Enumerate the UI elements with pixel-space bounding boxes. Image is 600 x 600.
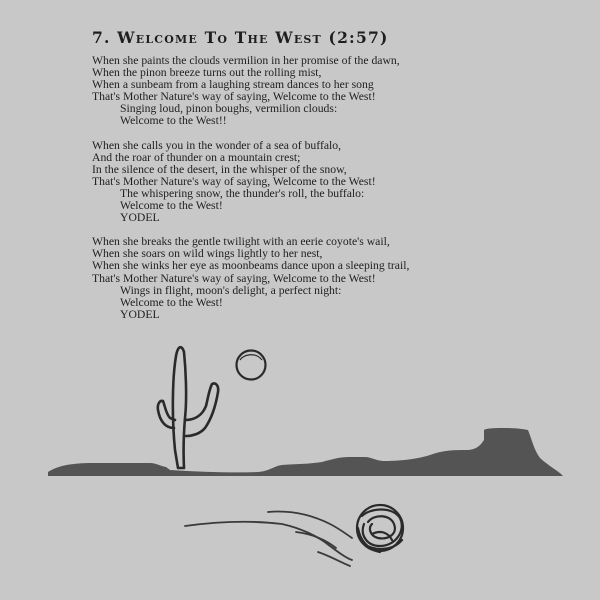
lyric-line: In the silence of the desert, in the whisper of the snow, — [92, 162, 347, 176]
chorus-line: Wings in flight, moon's delight, a perfect night: — [120, 283, 342, 297]
saguaro-cactus-icon — [158, 347, 218, 468]
tumbleweed-icon — [357, 505, 403, 552]
lyric-line: When she winks her eye as moonbeams dance upon a sleeping trail, — [92, 259, 410, 273]
mesa-landscape-icon — [48, 428, 563, 476]
chorus-line: Singing loud, pinon boughs, vermilion clouds: — [120, 102, 338, 116]
stanza-3 — [92, 236, 592, 321]
chorus-line: The whispering snow, the thunder's roll, the buffalo: — [120, 186, 365, 200]
lyric-line: When she breaks the gentle twilight with an eerie coyote's wail, — [92, 235, 390, 249]
lyric-line: And the roar of thunder on a mountain crest; — [92, 150, 301, 164]
desert-illustration — [0, 330, 600, 600]
wind-lines-icon — [185, 512, 352, 567]
lyric-line: When she paints the clouds vermilion in her promise of the dawn, — [92, 54, 400, 67]
lyric-line: That's Mother Nature's way of saying, Welcome to the West! — [92, 174, 376, 188]
moon-icon — [237, 351, 266, 380]
lyric-line: When she soars on wild wings lightly to her nest, — [92, 247, 323, 261]
lyric-line: When the pinon breeze turns out the rolling mist, — [92, 66, 322, 80]
chorus-line: Welcome to the West! — [120, 295, 223, 309]
yodel-line: YODEL — [120, 307, 160, 321]
lyric-line: When she calls you in the wonder of a sea of buffalo, — [92, 138, 342, 152]
lyric-line: That's Mother Nature's way of saying, Welcome to the West! — [92, 90, 376, 104]
lyric-line: That's Mother Nature's way of saying, Welcome to the West! — [92, 271, 376, 285]
stanza-1 — [92, 55, 592, 128]
lyrics-body — [92, 55, 592, 333]
song-title: 7. Welcome To The West (2:57) — [92, 28, 389, 47]
stanza-2 — [92, 140, 592, 225]
yodel-line: YODEL — [120, 211, 160, 225]
chorus-line: Welcome to the West! — [120, 199, 223, 213]
lyric-line: When a sunbeam from a laughing stream dances to her song — [92, 78, 374, 92]
chorus-line: Welcome to the West!! — [120, 114, 227, 128]
